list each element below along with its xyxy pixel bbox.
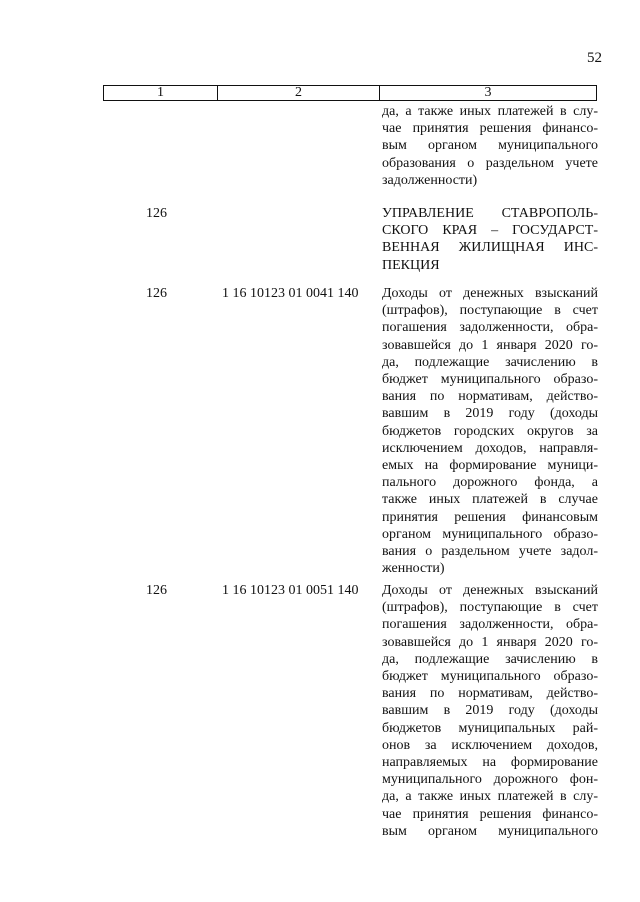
text-line: вания по нормативам, действо- [382,686,598,702]
header-col-1: 1 [104,86,218,100]
text-line: пального дорожного фонда, а [382,475,598,491]
text-line: задолженности) [382,172,478,188]
text-line: принятия решения финансовым [382,509,598,525]
text-line: УПРАВЛЕНИЕ СТАВРОПОЛЬ- [382,206,598,221]
text-line: исключением доходов, направля- [382,440,598,456]
text-line: бюджетов муниципальных рай- [382,720,598,736]
text-line: да, а также иных платежей в слу- [382,104,598,119]
text-line: ВЕННАЯ ЖИЛИЩНАЯ ИНС- [382,240,598,256]
text-line: вавшим в 2019 году (доходы [382,703,598,719]
admin-code: 126 [146,206,167,221]
income-code: 1 16 10123 01 0051 140 [222,583,359,598]
text-line: Доходы от денежных взысканий [382,286,598,301]
text-line: бюджетов городских округов за [382,423,598,439]
text-line: бюджет муниципального образо- [382,372,598,388]
text-line: зовавшейся до 1 января 2020 го- [382,634,598,650]
income-description [382,582,598,840]
text-line: вания о раздельном учете задол- [382,544,598,560]
text-line: ПЕКЦИЯ [382,257,440,273]
admin-code: 126 [146,286,167,301]
text-line: также иных платежей в случае [382,492,598,508]
income-code: 1 16 10123 01 0041 140 [222,286,359,301]
text-line: (штрафов), поступающие в счет [382,303,598,319]
text-line: образования о раздельном учете [382,155,598,171]
text-line: да, а также иных платежей в слу- [382,789,598,805]
page-number: 52 [587,50,602,66]
text-line: зовавшейся до 1 января 2020 го- [382,337,598,353]
text-line: СКОГО КРАЯ – ГОСУДАРСТ- [382,223,598,239]
text-line: погашения задолженности, обра- [382,320,598,336]
text-line: (штрафов), поступающие в счет [382,600,598,616]
text-line: органом муниципального образо- [382,526,598,542]
text-line: да, подлежащие зачислению в [382,651,598,667]
text-line: вания по нормативам, действо- [382,389,598,405]
admin-code: 126 [146,583,167,598]
department-name [382,205,598,274]
text-line: вавшим в 2019 году (доходы [382,406,598,422]
text-line: чае принятия решения финансо- [382,806,598,822]
header-col-2: 2 [218,86,380,100]
text-line: вым органом муниципального [382,823,598,839]
text-line: да, подлежащие зачислению в [382,354,598,370]
text-line: погашения задолженности, обра- [382,617,598,633]
text-line: емых на формирование муници- [382,458,598,474]
continuation-text [382,103,598,189]
text-line: женности) [382,561,445,577]
text-line: муниципального дорожного фон- [382,772,598,788]
header-col-3: 3 [484,85,492,100]
text-line: бюджет муниципального образо- [382,669,598,685]
text-line: чае принятия решения финансо- [382,121,598,137]
income-description [382,285,598,577]
text-line: онов за исключением доходов, [382,737,598,753]
text-line: направляемых на формирование [382,755,598,771]
text-line: вым органом муниципального [382,138,598,154]
table-header-row [103,85,597,101]
text-line: Доходы от денежных взысканий [382,583,598,598]
